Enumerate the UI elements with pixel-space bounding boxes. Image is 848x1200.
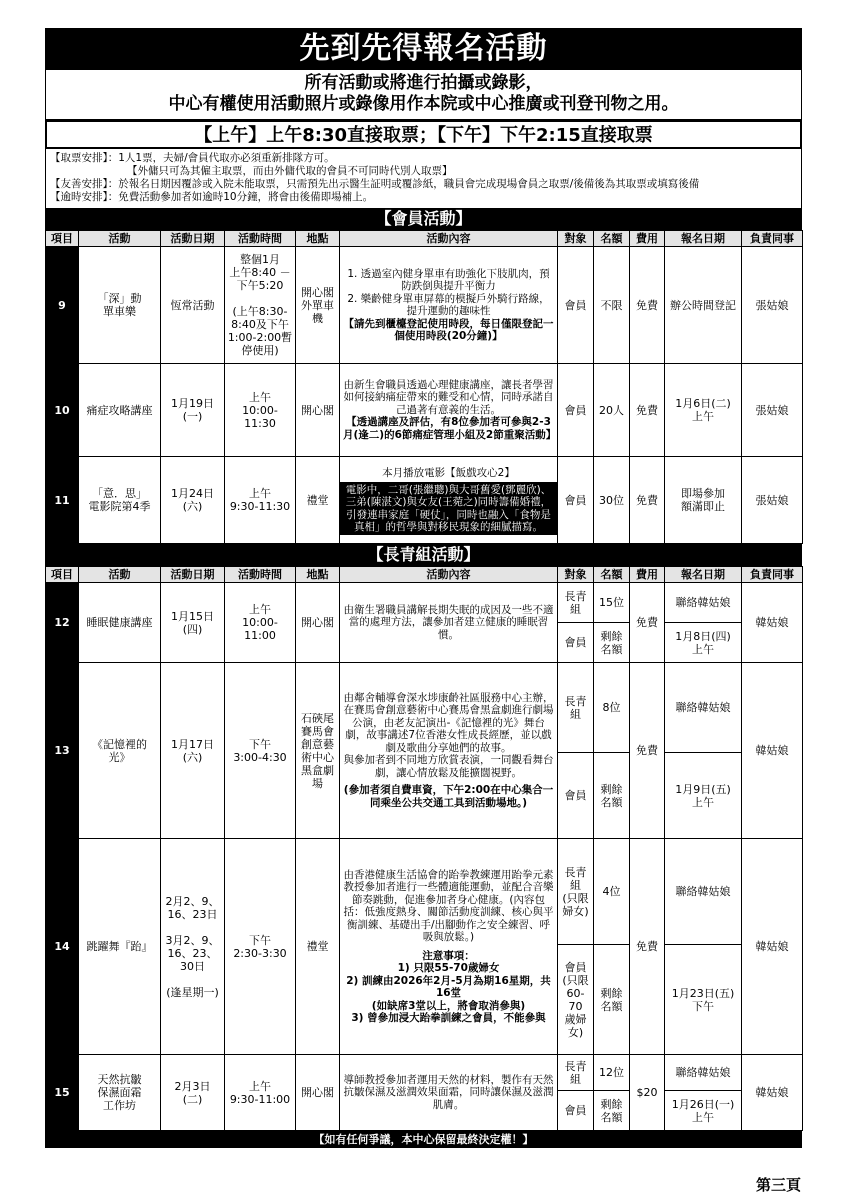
target-elder: 長青組: [558, 1055, 594, 1091]
table-header-row: [46, 231, 803, 247]
rules-block: [45, 149, 802, 208]
col-header: 活動: [79, 567, 161, 583]
item-number: 12: [46, 583, 79, 663]
quota-member: 剩餘 名額: [594, 623, 630, 663]
item-number: 9: [46, 247, 79, 364]
staff: 韓姑娘: [742, 839, 803, 1055]
activity-venue: 禮堂: [296, 457, 340, 544]
activity-time: 上午 10:00-11:30: [225, 364, 296, 457]
rule-friendly: 【友善安排】：於報名日期因覆診或入院未能取票，只需預先出示醫生証明或覆診紙，職員會完成現場會員之取票/後備後為其取票或填寫後備: [50, 178, 700, 190]
activity-name: 《記憶裡的 光》: [79, 663, 161, 839]
activity-venue: 開心閣 外單車 機: [296, 247, 340, 364]
target-member: 會員: [558, 753, 594, 839]
activity-time: 上午 10:00-11:00: [225, 583, 296, 663]
target: 會員: [558, 247, 594, 364]
target-member: 會員: [558, 1091, 594, 1131]
col-header: 活動日期: [161, 231, 225, 247]
page-title: 先到先得報名活動: [45, 28, 802, 70]
target-elder: 長青組 (只限 婦女): [558, 839, 594, 945]
activity-name: 「意．思」 電影院第4季: [79, 457, 161, 544]
activity-time: 上午 9:30-11:00: [225, 1055, 296, 1131]
col-header: 地點: [296, 231, 340, 247]
quota-member: 剩餘 名額: [594, 753, 630, 839]
enrol-date: 即場參加 額滿即止: [665, 457, 742, 544]
content-emphasis: (參加者須自費車資，下午2:00在中心集合一同乘坐公共交通工具到活動場地。): [343, 784, 554, 809]
col-header: 活動內容: [340, 567, 558, 583]
fee: $20: [630, 1055, 665, 1131]
fee: 免費: [630, 663, 665, 839]
col-header: 活動: [79, 231, 161, 247]
page-frame: [45, 28, 802, 1148]
table-row: [46, 663, 803, 753]
rule-late: 【逾時安排】：免費活動參加者如逾時10分鐘，將會由後備即場補上。: [50, 191, 374, 203]
staff: 韓姑娘: [742, 663, 803, 839]
activity-name: 「深」動 單車樂: [79, 247, 161, 364]
table-header-row: [46, 567, 803, 583]
col-header: 項目: [46, 231, 79, 247]
quota-elder: 15位: [594, 583, 630, 623]
target-member: 會員 (只限 60-70 歲婦 女): [558, 945, 594, 1055]
item-number: 15: [46, 1055, 79, 1131]
col-header: 活動內容: [340, 231, 558, 247]
quota: 30位: [594, 457, 630, 544]
activity-date: 2月3日 (二): [161, 1055, 225, 1131]
fee: 免費: [630, 364, 665, 457]
table-row: [46, 457, 803, 544]
staff: 張姑娘: [742, 247, 803, 364]
activity-name: 天然抗皺 保濕面霜 工作坊: [79, 1055, 161, 1131]
item-number: 14: [46, 839, 79, 1055]
movie-title: 本月播放電影【飯戲攻心2】: [340, 465, 557, 483]
staff: 韓姑娘: [742, 1055, 803, 1131]
movie-synopsis: 電影中，二哥(張繼聰)與大哥舊愛(鄧麗欣)、三弟(陳湛文)與女友(王菀之)同時籌備婚禮，引發連串家庭「硬仗」，同時也融入「食物是真相」的哲學與對移民現象的細膩描寫。: [340, 483, 557, 535]
fee: 免費: [630, 583, 665, 663]
col-header: 活動時間: [225, 567, 296, 583]
item-number: 10: [46, 364, 79, 457]
quota-elder: 12位: [594, 1055, 630, 1091]
activity-date: 1月17日 (六): [161, 663, 225, 839]
col-header: 活動日期: [161, 567, 225, 583]
section-elder-title: 【長青組活動】: [45, 544, 802, 566]
enrol-member: 1月9日(五) 上午: [665, 753, 742, 839]
activity-time: 下午 2:30-3:30: [225, 839, 296, 1055]
activity-date: 2月2、9、 16、23日 3月2、9、 16、23、 30日 (逢星期一): [161, 839, 225, 1055]
activity-time: 整個1月 上午8:40 － 下午5:20 (上午8:30- 8:40及下午 1:00-2:00暫 停使用): [225, 247, 296, 364]
enrol-elder: 聯絡韓姑娘: [665, 1055, 742, 1091]
enrol-date: 辦公時間登記: [665, 247, 742, 364]
content-emphasis: 【請先到櫃檯登記使用時段，每日僅限登記一個使用時段(20分鐘)】: [343, 317, 554, 342]
target: 會員: [558, 364, 594, 457]
content-text: 1. 透過室內健身單車有助強化下肢肌肉，預防跌倒與提升平衡力 2. 樂齡健身單車屏幕的模擬戶外騎行路線，提升運動的趣味性: [347, 267, 550, 317]
section-member-title: 【會員活動】: [45, 208, 802, 230]
fee: 免費: [630, 247, 665, 364]
quota-elder: 4位: [594, 839, 630, 945]
table-row: [46, 839, 803, 945]
quota-member: 剩餘 名額: [594, 945, 630, 1055]
enrol-elder: 聯絡韓姑娘: [665, 663, 742, 753]
activity-name: 痛症攻略講座: [79, 364, 161, 457]
quota-member: 剩餘 名額: [594, 1091, 630, 1131]
activity-content: [340, 839, 558, 1055]
quota-elder: 8位: [594, 663, 630, 753]
col-header: 活動時間: [225, 231, 296, 247]
staff: 韓姑娘: [742, 583, 803, 663]
content-text: 由鄰舍輔導會深水埗康齡社區服務中心主辦，在賽馬會創意藝術中心賽馬會黑盒劇進行劇場公演，由老友記演出-《記憶裡的光》舞台劇，故事講述7位香港女性成長經歷，並以戲劇及歌曲分享她們的故事。 與參加者到不同地方欣賞表演，一同觀看舞台劇，讓心情放鬆及能擴闊視野。: [343, 691, 554, 779]
activity-content: [340, 247, 558, 364]
content-text: 由新生會職員透過心理健康講座，讓長者學習如何接納痛症帶來的難受和心情，同時承諾自己過著有意義的生活。: [343, 378, 554, 416]
photo-notice: [45, 70, 802, 120]
col-header: 報名日期: [665, 567, 742, 583]
disclaimer-footer: 【如有任何爭議，本中心保留最終決定權！】: [45, 1131, 802, 1148]
activity-date: 1月19日 (一): [161, 364, 225, 457]
enrol-date: 1月6日(二) 上午: [665, 364, 742, 457]
col-header: 地點: [296, 567, 340, 583]
content-text: 由香港健康生活協會的跆拳教練運用跆拳元素教授參加者進行一些體適能運動，並配合音樂節奏跳動，促進參加者身心健康。(內容包括：低強度熱身、關節活動度訓練、核心與平衡訓練、基礎出手/出腳動作之安全練習、呼吸與放鬆。): [343, 868, 554, 943]
table-row: [46, 247, 803, 364]
col-header: 對象: [558, 231, 594, 247]
col-header: 名額: [594, 231, 630, 247]
target-member: 會員: [558, 623, 594, 663]
notice-line-2: 中心有權使用活動照片或錄像用作本院或中心推廣或刊登刊物之用。: [168, 94, 679, 114]
target-elder: 長青組: [558, 663, 594, 753]
ticket-time-bar: 【上午】上午8:30直接取票；【下午】下午2:15直接取票: [45, 120, 802, 149]
content-emphasis: 注意事項： 1) 只限55-70歲婦女 2) 訓練由2026年2月-5月為期16星期，共16堂 (如缺席3堂以上，將會取消參與) 3) 曾參加浸大跆拳訓練之會員，不能參與: [346, 949, 551, 1024]
activity-content: 導師教授參加者運用天然的材料，製作有天然抗皺保濕及滋潤效果面霜，同時讓保濕及滋潤肌膚。: [340, 1055, 558, 1131]
col-header: 名額: [594, 567, 630, 583]
enrol-elder: 聯絡韓姑娘: [665, 839, 742, 945]
elder-activities-table: [45, 566, 803, 1131]
activity-date: 恆常活動: [161, 247, 225, 364]
activity-venue: 石硤尾 賽馬會 創意藝 術中心 黑盒劇 場: [296, 663, 340, 839]
quota: 不限: [594, 247, 630, 364]
rule-helper: 【外傭只可為其僱主取票，而由外傭代取的會員不可同時代別人取票】: [127, 165, 453, 177]
target-elder: 長青組: [558, 583, 594, 623]
col-header: 報名日期: [665, 231, 742, 247]
quota: 20人: [594, 364, 630, 457]
col-header: 負責同事: [742, 231, 803, 247]
activity-content: [340, 364, 558, 457]
table-row: [46, 1055, 803, 1091]
fee: 免費: [630, 457, 665, 544]
activity-venue: 開心閣: [296, 1055, 340, 1131]
activity-content: 由衛生署職員講解長期失眠的成因及一些不適當的處理方法，讓參加者建立健康的睡眠習慣。: [340, 583, 558, 663]
activity-name: 睡眠健康講座: [79, 583, 161, 663]
notice-line-1: 所有活動或將進行拍攝或錄影，: [304, 73, 543, 93]
rule-ticket: 【取票安排】：1人1票，夫婦/會員代取亦必須重新排隊方可。: [50, 152, 335, 164]
enrol-elder: 聯絡韓姑娘: [665, 583, 742, 623]
member-activities-table: [45, 230, 803, 544]
enrol-member: 1月23日(五) 下午: [665, 945, 742, 1055]
item-number: 11: [46, 457, 79, 544]
table-row: [46, 364, 803, 457]
enrol-member: 1月8日(四) 上午: [665, 623, 742, 663]
activity-name: 跳躍舞『跆』: [79, 839, 161, 1055]
table-row: [46, 583, 803, 623]
content-emphasis: 【透過講座及評估，有8位參加者可參與2-3月(逢二)的6節痛症管理小組及2節重聚活動】: [343, 416, 557, 441]
activity-venue: 開心閣: [296, 364, 340, 457]
item-number: 13: [46, 663, 79, 839]
activity-date: 1月24日 (六): [161, 457, 225, 544]
col-header: 項目: [46, 567, 79, 583]
staff: 張姑娘: [742, 457, 803, 544]
col-header: 費用: [630, 231, 665, 247]
enrol-member: 1月26日(一) 上午: [665, 1091, 742, 1131]
col-header: 費用: [630, 567, 665, 583]
activity-date: 1月15日 (四): [161, 583, 225, 663]
page-number: 第三頁: [755, 1176, 801, 1194]
fee: 免費: [630, 839, 665, 1055]
staff: 張姑娘: [742, 364, 803, 457]
activity-time: 下午 3:00-4:30: [225, 663, 296, 839]
col-header: 負責同事: [742, 567, 803, 583]
activity-venue: 開心閣: [296, 583, 340, 663]
activity-venue: 禮堂: [296, 839, 340, 1055]
activity-time: 上午 9:30-11:30: [225, 457, 296, 544]
activity-content: [340, 457, 558, 544]
col-header: 對象: [558, 567, 594, 583]
activity-content: [340, 663, 558, 839]
target: 會員: [558, 457, 594, 544]
